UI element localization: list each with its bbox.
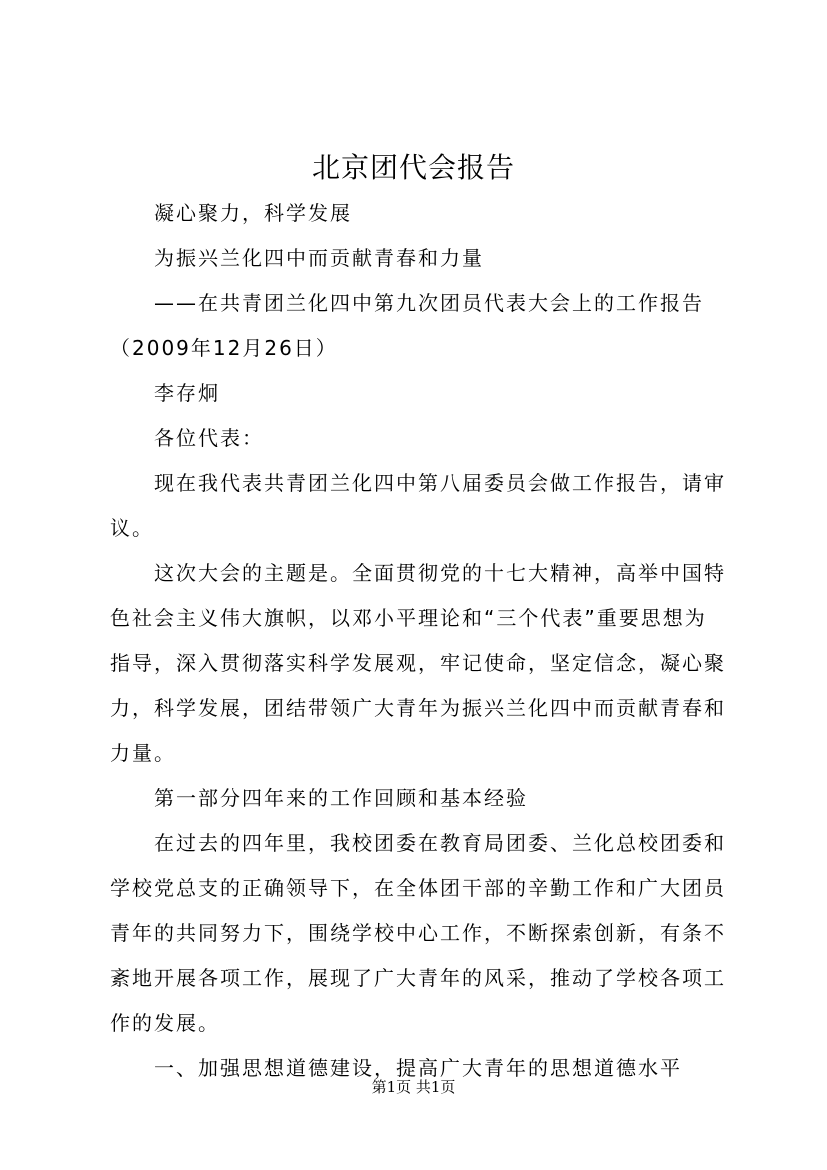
- date-line: （2009年12月26日）: [110, 336, 338, 360]
- document-body: [110, 191, 726, 1091]
- paragraph-line: 这次大会的主题是。全面贯彻党的十七大精神，高举中国特: [154, 561, 726, 585]
- paragraph-line: 指导，深入贯彻落实科学发展观，牢记使命，坚定信念，凝心聚: [110, 651, 726, 675]
- paragraph-line: 色社会主义伟大旗帜，以邓小平理论和“三个代表”重要思想为: [110, 606, 707, 630]
- paragraph-line: 议。: [110, 516, 154, 540]
- paragraph-line: 力，科学发展，团结带领广大青年为振兴兰化四中而贡献青春和: [110, 696, 726, 720]
- subsection-heading: 一、加强思想道德建设，提高广大青年的思想道德水平: [154, 1056, 682, 1080]
- salutation-line: 各位代表：: [154, 426, 264, 450]
- paragraph-line: 现在我代表共青团兰化四中第八届委员会做工作报告，请审: [154, 471, 726, 495]
- paragraph-line: 学校党总支的正确领导下，在全体团干部的辛勤工作和广大团员: [110, 876, 726, 900]
- paragraph-line: 作的发展。: [110, 1011, 220, 1035]
- document-title: 北京团代会报告: [311, 151, 515, 184]
- section-heading: 第一部分四年来的工作回顾和基本经验: [154, 786, 528, 810]
- paragraph-line: 力量。: [110, 741, 176, 765]
- author-line: 李存炯: [154, 381, 220, 405]
- subtitle-line: ——在共青团兰化四中第九次团员代表大会上的工作报告: [154, 291, 704, 315]
- subtitle-line: 为振兴兰化四中而贡献青春和力量: [154, 246, 484, 270]
- paragraph-line: 紊地开展各项工作，展现了广大青年的风采，推动了学校各项工: [110, 966, 726, 990]
- subtitle-line: 凝心聚力，科学发展: [154, 201, 352, 225]
- paragraph-line: 在过去的四年里，我校团委在教育局团委、兰化总校团委和: [154, 831, 726, 855]
- page-footer: 第1页 共1页: [371, 1078, 456, 1096]
- paragraph-line: 青年的共同努力下，围绕学校中心工作，不断探索创新，有条不: [110, 921, 726, 945]
